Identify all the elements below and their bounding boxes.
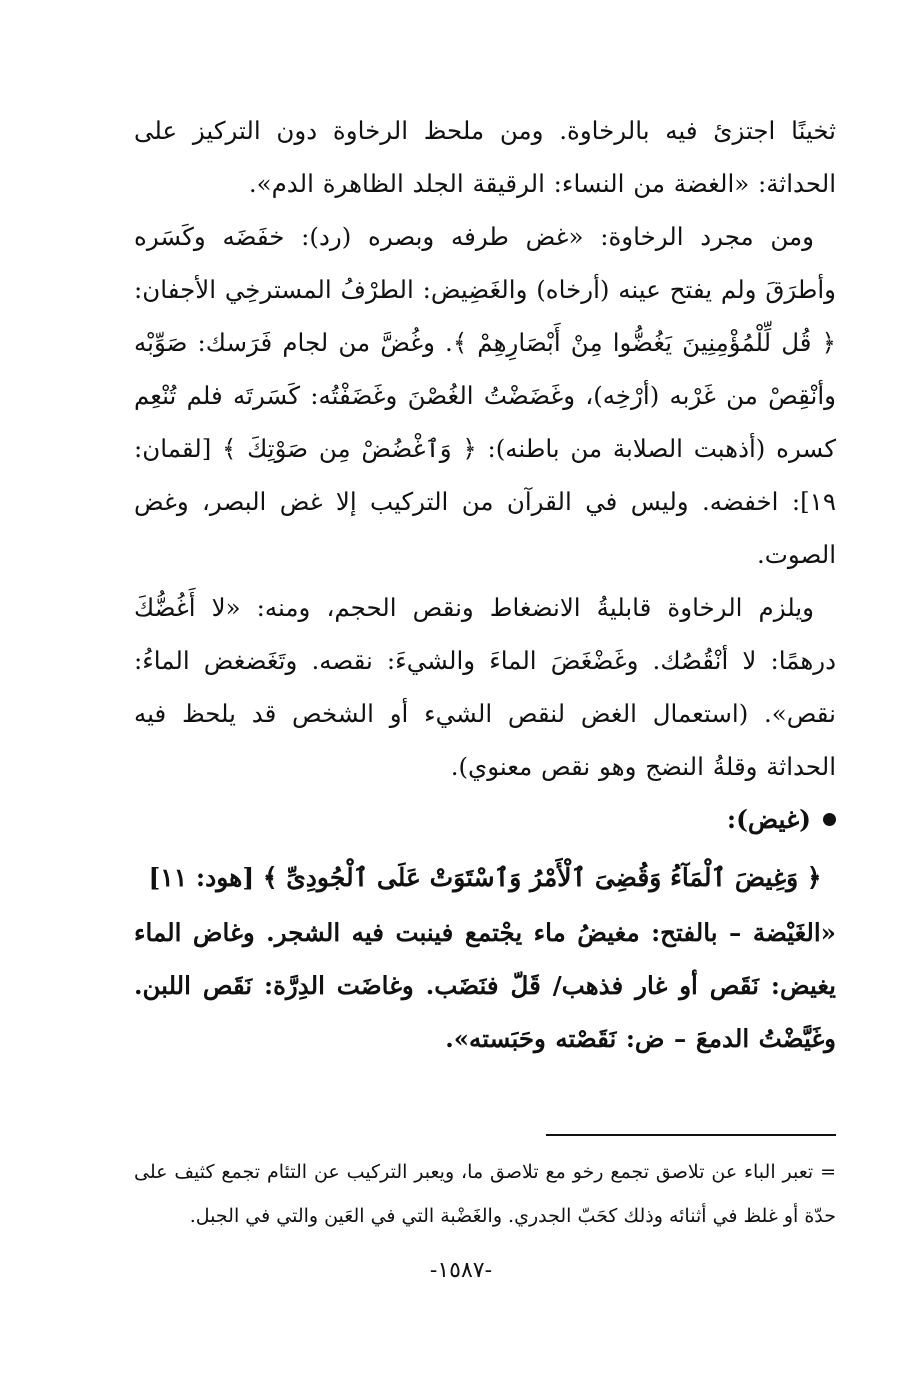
page-number: -١٥٨٧- [429, 1258, 493, 1283]
footnote-divider [546, 1134, 836, 1136]
quran-verse: ﴿ وَغِيضَ ٱلْمَآءُ وَقُضِىَ ٱلْأَمْرُ وَٱسْتَوَتْ عَلَى ٱلْجُودِىِّ ﴾ [هود: ١١] [148, 863, 822, 892]
paragraph-4: «الغَيْضة – بالفتح: مغيضُ ماء يجْتمع فينبت فيه الشجر. وغاض الماء يغيض: نَقَص أو غار فذهب/ قَلّ فنَضَب. وغاضَت الدِرَّة: نَقَص اللبن. وغَيَّضْتُ الدمعَ – ض: نَقَصْته وحَبَسته». [134, 918, 836, 1053]
paragraph-2: ومن مجرد الرخاوة: «غض طرفه وبصره (رد): خفَضَه وكَسَره وأطرَقَ ولم يفتح عينه (أرخاه) والغَضِيض: الطرْفُ المسترخِي الأجفان: ﴿ قُل لِّلْمُؤْمِنِينَ يَغُضُّوا مِنْ أَبْصَارِهِمْ ﴾. وغُضَّ من لجام فَرَسك: صَوِّبْه وأنْقِصْ من غَرْبه (أرْخِه)، وغَضَضْتُ الغُصْنَ وغَضَفْتُه: كَسَرتَه فلم تُنْعِم كسره (أذهبت الصلابة من باطنه): ﴿ وَٱغْضُضْ مِن صَوْتِكَ ﴾ [لقمان: ١٩]: اخفضه. وليس في القرآن من التركيب إلا غض البصر، وغض الصوت. [134, 222, 836, 569]
paragraph-1: ثخينًا اجتزئ فيه بالرخاوة. ومن ملحظ الرخاوة دون التركيز على الحداثة: «الغضة من النساء: الرقيقة الجلد الظاهرة الدم». [134, 116, 836, 198]
paragraph-3: ويلزم الرخاوة قابليةُ الانضغاط ونقص الحجم، ومنه: «لا أَغُضُّكَ درهمًا: لا أنْقُصُك. وغَضْغَضَ الماءَ والشيءَ: نقصه. وتَغَضغض الماءُ: نقص». (استعمال الغض لنقص الشيء أو الشخص قد يلحظ فيه الحداثة وقلةُ النضج وهو نقص معنوي). [134, 593, 836, 781]
bullet-icon [823, 813, 836, 826]
footnote-text: تعبر الباء عن تلاصق تجمع رخو مع تلاصق ما، ويعبر التركيب عن التئام تجمع كثيف على حدّة أو غلظ في أثنائه وذلك كحَبّ الجدري. والغَضْبة التي في العَين والتي في الجبل. [134, 1161, 836, 1227]
footnote [134, 1150, 836, 1238]
entry-heading [134, 793, 836, 846]
entry-heading-text: (غيض): [726, 805, 811, 834]
footnote-marker: = [820, 1161, 836, 1183]
